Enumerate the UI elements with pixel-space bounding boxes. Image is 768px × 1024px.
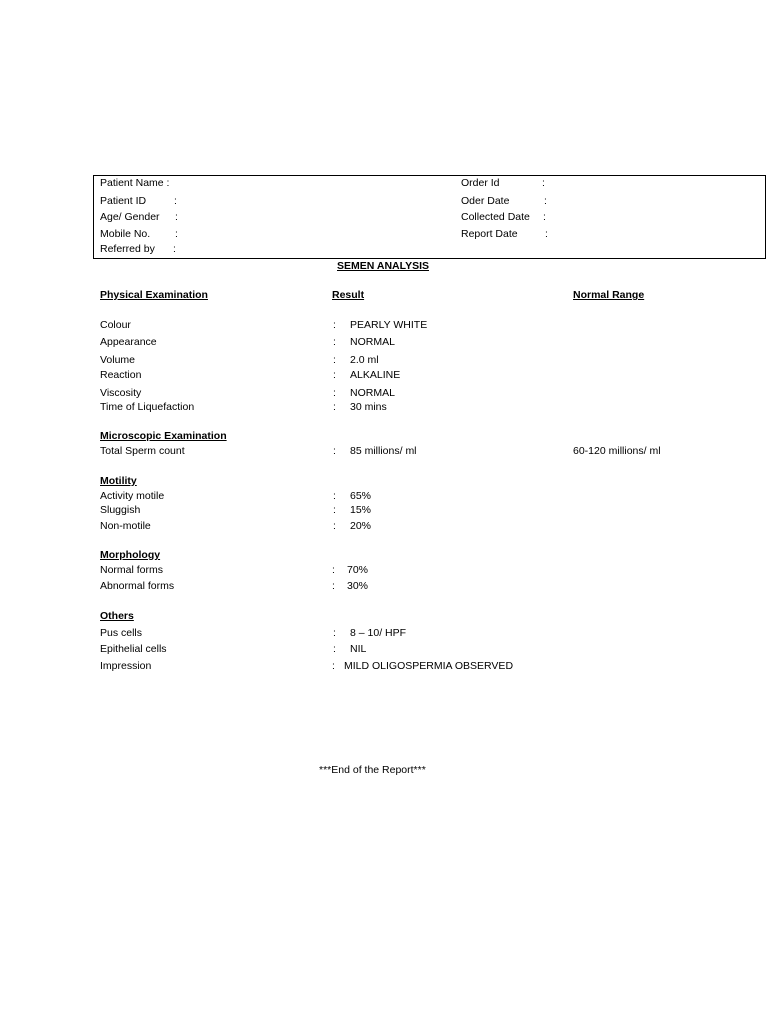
sperm-count-colon: : [333,445,336,457]
microscopic-heading: Microscopic Examination [100,430,227,442]
order-date-label: Oder Date [461,195,510,207]
volume-value: 2.0 ml [350,354,379,366]
epithelial-cells-value: NIL [350,643,367,655]
viscosity-colon: : [333,387,336,399]
sluggish-label: Sluggish [100,504,141,516]
abnormal-forms-value: 30% [347,580,369,592]
age-gender-colon: : [175,211,178,223]
pus-cells-colon: : [333,627,336,639]
impression-value: MILD OLIGOSPERMIA OBSERVED [344,660,514,672]
result-heading: Result [332,289,365,301]
colour-colon: : [333,319,336,331]
patient-info-box [93,175,766,259]
mobile-label: Mobile No. [100,228,151,240]
sluggish-value: 15% [350,504,372,516]
epithelial-cells-label: Epithelial cells [100,643,167,655]
mobile-colon: : [175,228,178,240]
activity-motile-colon: : [333,490,336,502]
impression-colon: : [332,660,335,672]
end-of-report: ***End of the Report*** [319,764,426,776]
abnormal-forms-colon: : [332,580,335,592]
activity-motile-label: Activity motile [100,490,165,502]
non-motile-colon: : [333,520,336,532]
pus-cells-label: Pus cells [100,627,143,639]
impression-label: Impression [100,660,152,672]
sperm-count-range: 60-120 millions/ ml [573,445,661,457]
order-id-colon: : [542,177,545,189]
reaction-label: Reaction [100,369,142,381]
liquefaction-colon: : [333,401,336,413]
non-motile-label: Non-motile [100,520,151,532]
patient-id-label: Patient ID [100,195,147,207]
viscosity-value: NORMAL [350,387,395,399]
sperm-count-label: Total Sperm count [100,445,185,457]
colour-value: PEARLY WHITE [350,319,428,331]
collected-date-label: Collected Date [461,211,530,223]
colour-label: Colour [100,319,131,331]
morphology-heading: Morphology [100,549,161,561]
normal-forms-colon: : [332,564,335,576]
age-gender-label: Age/ Gender [100,211,160,223]
reaction-colon: : [333,369,336,381]
patient-name-label: Patient Name : [100,177,170,189]
volume-label: Volume [100,354,136,366]
referred-by-label: Referred by [100,243,155,255]
liquefaction-label: Time of Liquefaction [100,401,195,413]
order-id-label: Order Id [461,177,500,189]
pus-cells-value: 8 – 10/ HPF [350,627,407,639]
collected-date-colon: : [543,211,546,223]
volume-colon: : [333,354,336,366]
order-date-colon: : [544,195,547,207]
appearance-label: Appearance [100,336,157,348]
sluggish-colon: : [333,504,336,516]
normal-range-heading: Normal Range [573,289,645,301]
normal-forms-value: 70% [347,564,369,576]
sperm-count-value: 85 millions/ ml [350,445,417,457]
abnormal-forms-label: Abnormal forms [100,580,175,592]
report-date-colon: : [545,228,548,240]
activity-motile-value: 65% [350,490,372,502]
report-title: SEMEN ANALYSIS [337,260,429,272]
patient-id-colon: : [174,195,177,207]
liquefaction-value: 30 mins [350,401,387,413]
non-motile-value: 20% [350,520,372,532]
report-date-label: Report Date [461,228,518,240]
appearance-colon: : [333,336,336,348]
physical-examination-heading: Physical Examination [100,289,208,301]
normal-forms-label: Normal forms [100,564,164,576]
viscosity-label: Viscosity [100,387,142,399]
others-heading: Others [100,610,134,622]
appearance-value: NORMAL [350,336,395,348]
reaction-value: ALKALINE [350,369,401,381]
referred-by-colon: : [173,243,176,255]
epithelial-cells-colon: : [333,643,336,655]
motility-heading: Motility [100,475,137,487]
